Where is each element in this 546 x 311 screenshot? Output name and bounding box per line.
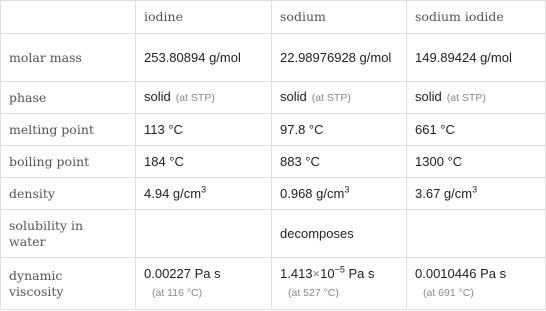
row-label-boiling-point: boiling point [1,146,136,178]
row-density [1,178,546,210]
sodium-solubility: decomposes [272,210,407,258]
sodium-iodide-density-exponent: 3 [472,184,478,195]
iodine-melting-point: 113 °C [136,114,272,146]
sodium-melting-point: 97.8 °C [272,114,407,146]
row-label-melting-point: melting point [1,114,136,146]
sodium-iodide-viscosity [407,258,546,310]
row-label-density: density [1,178,136,210]
sodium-iodide-viscosity-value: 0.0010446 Pa s [415,266,507,281]
sodium-iodide-viscosity-condition: (at 691 °C) [423,287,474,299]
iodine-phase [136,82,272,114]
sodium-phase-value: solid [280,89,307,104]
sodium-phase-condition: (at STP) [311,92,351,104]
sodium-iodide-phase-value: solid [415,89,442,104]
iodine-boiling-point: 184 °C [136,146,272,178]
row-label-viscosity [1,258,136,310]
column-header-sodium-iodide: sodium iodide [407,1,546,34]
sodium-viscosity-mantissa: 1.413 [280,266,313,281]
row-label-solubility [1,210,136,258]
column-header-iodine: iodine [136,1,272,34]
sodium-viscosity-exponent: −5 [334,264,345,275]
sodium-iodide-solubility [407,210,546,258]
iodine-molar-mass: 253.80894 g/mol [136,34,272,82]
sodium-viscosity-times: × [312,266,321,281]
sodium-viscosity-base: 10 [320,266,335,281]
iodine-solubility [136,210,272,258]
column-header-sodium: sodium [272,1,407,34]
corner-cell [1,1,136,34]
row-boiling-point [1,146,546,178]
sodium-density-value: 0.968 g/cm [280,185,345,201]
sodium-iodide-boiling-point: 1300 °C [407,146,546,178]
sodium-molar-mass: 22.98976928 g/mol [272,34,407,82]
row-label-viscosity-line1: dynamic [9,267,63,283]
sodium-boiling-point: 883 °C [272,146,407,178]
row-viscosity [1,258,546,310]
sodium-iodide-molar-mass: 149.89424 g/mol [407,34,546,82]
sodium-iodide-phase-condition: (at STP) [446,92,486,104]
iodine-density [136,178,272,210]
iodine-phase-condition: (at STP) [175,92,215,104]
sodium-iodide-phase [407,82,546,114]
iodine-density-exponent: 3 [201,184,207,195]
row-label-molar-mass: molar mass [1,34,136,82]
sodium-phase [272,82,407,114]
sodium-viscosity-condition: (at 527 °C) [288,287,339,299]
sodium-viscosity-unit: Pa s [348,266,375,281]
sodium-iodide-melting-point: 661 °C [407,114,546,146]
row-phase [1,82,546,114]
iodine-viscosity-value: 0.00227 Pa s [144,266,221,281]
sodium-density-exponent: 3 [344,184,350,195]
iodine-density-value: 4.94 g/cm [144,185,202,201]
row-label-solubility-line1: solubility in [9,217,84,233]
row-melting-point [1,114,546,146]
row-label-viscosity-line2: viscosity [9,283,64,299]
row-molar-mass [1,34,546,82]
sodium-iodide-density [407,178,546,210]
header-row [1,1,546,34]
row-label-solubility-line2: water [9,233,46,249]
iodine-phase-value: solid [144,89,171,104]
sodium-iodide-density-value: 3.67 g/cm [415,185,473,201]
iodine-viscosity-condition: (at 116 °C) [152,287,203,299]
row-label-phase: phase [1,82,136,114]
sodium-density [272,178,407,210]
row-solubility [1,210,546,258]
sodium-viscosity [272,258,407,310]
iodine-viscosity [136,258,272,310]
